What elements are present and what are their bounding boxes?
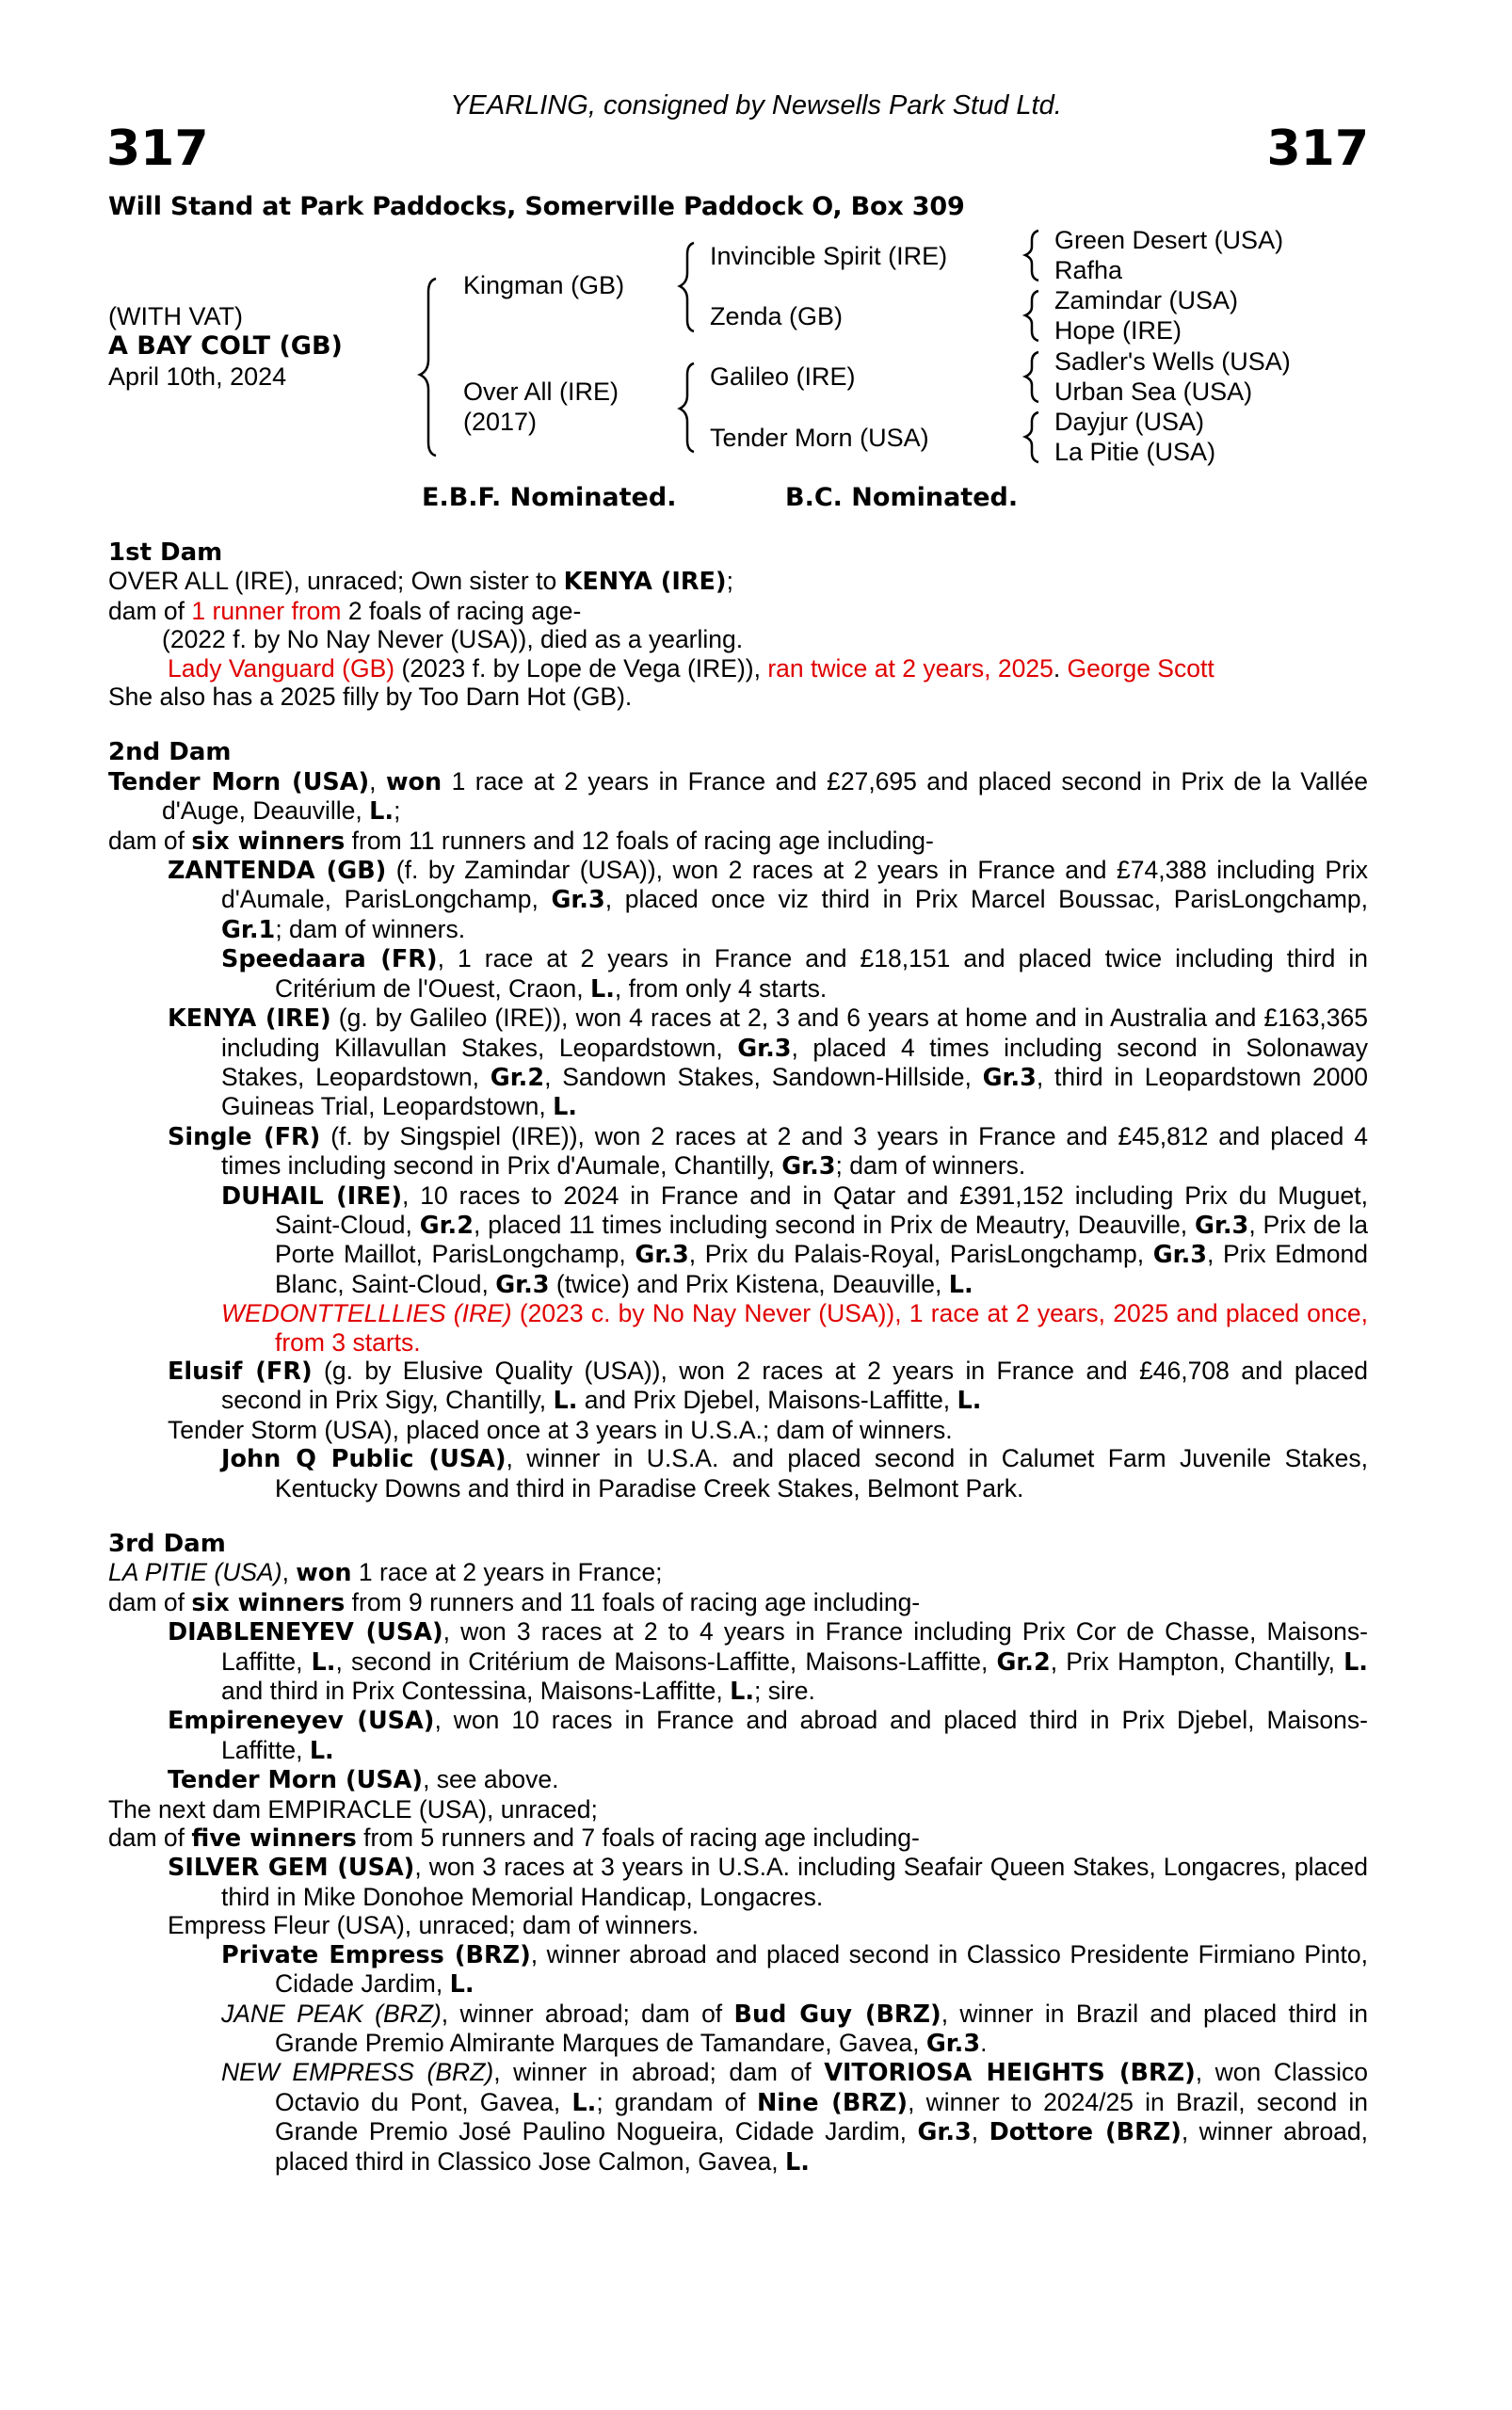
text: , winner abroad and placed second in Classico Presidente Firmiano Pinto, Cidade Jardim, (275, 1939, 1368, 1999)
horse-name: John Q Public (USA) (221, 1445, 507, 1474)
horse-name: SILVER GEM (USA) (168, 1854, 415, 1883)
entry-private-empress (108, 1940, 1368, 2000)
text: (twice) and Prix Kistena, Deauville, (549, 1269, 949, 1298)
text: , Prix de la Porte Maillot, ParisLongchamp, (275, 1210, 1368, 1269)
entry-new-empress (108, 2058, 1368, 2177)
entry-tender-morn (108, 1765, 1368, 1794)
entry-elusif (108, 1357, 1368, 1416)
second-dam-heading: 2nd Dam (108, 738, 232, 767)
text: won (296, 1559, 352, 1588)
text: dam of (108, 1587, 192, 1616)
grade: Gr.3 (982, 1063, 1037, 1092)
stand-location: Will Stand at Park Paddocks, Somerville Paddock O, Box 309 (108, 192, 965, 221)
grade: L. (730, 1678, 755, 1707)
text: , winner in Brazil and placed third in Grande Premio Almirante Marques de Tamandare, Gavea, (275, 1999, 1368, 2057)
text: , (971, 2117, 989, 2146)
text: , winner abroad; dam of (441, 1999, 734, 2028)
red-text: ran twice at 2 years, 2025 (767, 653, 1054, 683)
text: , won 3 races at 3 years in U.S.A. including Seafair Queen Stakes, Longacres, placed third in Mike Donohoe Memorial Handicap, Longacres. (221, 1853, 1368, 1911)
pedigree-dam-sire: Galileo (IRE) (710, 362, 856, 391)
text: , Prix du Palais-Royal, ParisLongchamp, (688, 1240, 1153, 1269)
horse-name: JANE PEAK (BRZ) (221, 1999, 442, 2028)
grade: Gr.3 (737, 1034, 792, 1063)
text: (g. by Galileo (IRE)), won 4 races at 2, 3 and 6 years at home and in Australia and £163,365 including Killavullan Stakes, Leopardstown, (221, 1004, 1368, 1062)
horse-name: Tender Morn (USA) (168, 1766, 424, 1795)
grade: Gr.3 (495, 1270, 550, 1299)
text: The next dam EMPIRACLE (USA), unraced; (108, 1794, 598, 1824)
text: won (385, 767, 442, 796)
grade: L. (957, 1387, 982, 1416)
text: , placed once viz third in Prix Marcel Boussac, ParisLongchamp, (604, 885, 1368, 914)
text: , 10 races to 2024 in France and in Qatar and £391,152 including Prix du Muguet, Saint-Cloud, (275, 1181, 1368, 1239)
grade: Gr.1 (221, 915, 276, 944)
grade: Gr.2 (996, 1647, 1051, 1677)
grade: L. (553, 1093, 577, 1122)
pedigree-sire-dam: Zenda (GB) (710, 302, 844, 330)
pedigree-dam-year: (2017) (463, 408, 538, 436)
grade: L. (553, 1387, 578, 1416)
entry-jane-peak (108, 2000, 1368, 2059)
text: ; grandam of (596, 2087, 757, 2116)
trainer: George Scott (1067, 653, 1214, 683)
text: ; (726, 567, 733, 596)
red-text: 1 runner from (191, 596, 342, 625)
text: 1 race at 2 years in France; (351, 1558, 663, 1587)
pedigree-dsd: Urban Sea (USA) (1054, 378, 1253, 406)
second-dam-line (108, 767, 1368, 827)
next-dam-record (108, 1824, 1368, 1853)
text: 2 foals of racing age- (341, 596, 582, 625)
horse-name: Tender Morn (USA) (108, 767, 370, 796)
text: , see above. (423, 1765, 559, 1794)
horse-name: Bud Guy (BRZ) (733, 2000, 941, 2029)
grade: L. (948, 1270, 973, 1299)
text: , winner in U.S.A. and placed second in Calumet Farm Juvenile Stakes, Kentucky Downs and third in Paradise Creek Stakes, Belmont Park. (275, 1444, 1368, 1502)
horse-name: Private Empress (BRZ) (221, 1940, 531, 1969)
entry-duhail (108, 1181, 1368, 1300)
text: . (980, 2028, 988, 2057)
horse-name: Nine (BRZ) (756, 2088, 909, 2117)
vat-label: (WITH VAT) (108, 302, 243, 330)
brace-gen2-dam (680, 363, 694, 452)
grade: Gr.3 (1152, 1241, 1208, 1270)
text: (2023 f. by Lope de Vega (IRE)), (394, 653, 768, 683)
brace-gen3-3 (1025, 352, 1038, 402)
entry-zantenda (108, 856, 1368, 944)
produce-2022 (108, 625, 1368, 653)
catalogue-body (108, 538, 1368, 2177)
text: (2023 c. by No Nay Never (USA)), 1 race at 2 years, 2025 and placed once, from 3 starts. (275, 1299, 1368, 1357)
text: Tender Storm (USA), placed once at 3 years in U.S.A.; dam of winners. (168, 1415, 953, 1444)
entry-wedonttelllies (108, 1299, 1368, 1357)
brace-gen3-1 (1025, 231, 1038, 281)
first-dam-heading: 1st Dam (108, 538, 223, 567)
first-dam-record (108, 597, 1368, 625)
third-dam-line (108, 1558, 1368, 1587)
next-dam-line (108, 1795, 1368, 1824)
foaling-date: April 10th, 2024 (108, 362, 287, 391)
horse-name: DUHAIL (IRE) (221, 1181, 402, 1211)
horse-name: Single (FR) (168, 1122, 321, 1151)
entry-silver-gem (108, 1853, 1368, 1911)
text: , winner abroad, placed third in Classico Jose Calmon, Gavea, (275, 2117, 1369, 2176)
grade: Gr.3 (925, 2029, 981, 2058)
entry-empress-fleur (108, 1911, 1368, 1939)
horse-name: A BAY COLT (GB) (108, 331, 343, 361)
horse-name: VITORIOSA HEIGHTS (BRZ) (824, 2059, 1196, 2088)
text: , placed 11 times including second in Prix de Meautry, Deauville, (474, 1210, 1195, 1239)
pedigree-dam-dam: Tender Morn (USA) (710, 424, 929, 452)
pedigree-sire-sire: Invincible Spirit (IRE) (710, 242, 948, 270)
text: dam of (108, 1824, 192, 1853)
entry-empireneyev (108, 1706, 1368, 1765)
brace-gen3-2 (1025, 291, 1038, 341)
text: , Sandown Stakes, Sandown-Hillside, (544, 1062, 983, 1091)
horse-name: NEW EMPRESS (BRZ) (221, 2058, 494, 2087)
pedigree-sire: Kingman (GB) (463, 271, 625, 299)
grade: L. (311, 1647, 336, 1677)
pedigree-dam: Over All (IRE) (463, 378, 619, 406)
grade: L. (449, 1970, 475, 2000)
brace-gen2-sire (680, 243, 694, 331)
produce-name: Lady Vanguard (GB) (168, 653, 395, 683)
text: , winner in abroad; dam of (493, 2058, 825, 2087)
text: , placed 4 times including second in Solonaway Stakes, Leopardstown, (221, 1033, 1368, 1091)
sibling-name: KENYA (IRE) (563, 568, 727, 597)
text: , winner to 2024/25 in Brazil, second in Grande Premio José Paulino Nogueira, Cidade Jardim, (275, 2087, 1369, 2146)
pedigree-dss: Sadler's Wells (USA) (1054, 347, 1291, 376)
ebf-nomination: E.B.F. Nominated. (422, 483, 677, 512)
text: and Prix Djebel, Maisons-Laffitte, (577, 1386, 957, 1415)
text: OVER ALL (IRE), unraced; Own sister to (108, 567, 564, 596)
first-dam-note (108, 683, 1368, 711)
grade: Gr.3 (1195, 1211, 1249, 1240)
text: , (369, 766, 386, 795)
bc-nomination: B.C. Nominated. (785, 483, 1019, 512)
pedigree-ddd: La Pitie (USA) (1054, 438, 1216, 466)
text: from 9 runners and 11 foals of racing age including- (345, 1587, 921, 1616)
lot-number-left: 317 (106, 120, 209, 177)
horse-name: LA PITIE (USA) (108, 1558, 282, 1587)
grade: Gr.3 (551, 886, 605, 915)
third-dam-record (108, 1588, 1368, 1617)
grade: Gr.3 (635, 1241, 689, 1270)
horse-name: Elusif (FR) (168, 1357, 313, 1386)
text: , third in Leopardstown 2000 Guineas Trial, Leopardstown, (221, 1062, 1369, 1121)
entry-kenya (108, 1004, 1368, 1122)
entry-john-q-public (108, 1444, 1368, 1502)
brace-gen3-4 (1025, 412, 1038, 462)
text: dam of (108, 596, 192, 625)
second-dam-record (108, 827, 1368, 856)
text: , won 10 races in France and abroad and placed third in Prix Djebel, Maisons-Laffitte, (221, 1706, 1368, 1764)
pedigree-dds: Dayjur (USA) (1054, 408, 1205, 436)
lot-number-right: 317 (1266, 120, 1369, 177)
grade: L. (571, 2088, 597, 2117)
grade: L. (1343, 1647, 1368, 1677)
third-dam-heading: 3rd Dam (108, 1530, 226, 1558)
entry-single (108, 1122, 1368, 1181)
text: , from only 4 starts. (614, 973, 828, 1003)
pedigree-ssd: Rafha (1054, 256, 1123, 284)
text: Empress Fleur (USA), unraced; dam of winners. (168, 1911, 700, 1940)
text: , (281, 1558, 297, 1587)
entry-diableneyev (108, 1617, 1368, 1706)
grade: Gr.3 (781, 1152, 836, 1181)
text: from 11 runners and 12 foals of racing age including- (345, 826, 934, 855)
text: ; dam of winners. (835, 1151, 1026, 1181)
grade: L. (369, 797, 394, 827)
text: (2022 f. by No Nay Never (USA)), died as a yearling. (162, 625, 744, 654)
text: , second in Critérium de Maisons-Laffitte, Maisons-Laffitte, (335, 1647, 997, 1676)
horse-name: DIABLENEYEV (USA) (168, 1618, 443, 1647)
horse-name: Speedaara (FR) (221, 945, 438, 974)
grade: L. (309, 1736, 334, 1765)
text: , won Classico Octavio du Pont, Gavea, (275, 2058, 1368, 2116)
horse-name: ZANTENDA (GB) (168, 857, 387, 886)
pedigree-sds: Zamindar (USA) (1054, 286, 1239, 314)
produce-2023 (108, 654, 1368, 683)
brace-gen1 (420, 279, 436, 456)
text: from 5 runners and 7 foals of racing age including- (356, 1824, 920, 1853)
text: six winners (191, 827, 346, 856)
text: , Prix Hampton, Chantilly, (1050, 1647, 1344, 1676)
grade: Gr.2 (490, 1063, 545, 1092)
consignment-line: YEARLING, consigned by Newsells Park Stud Ltd. (450, 90, 1062, 120)
text: five winners (191, 1824, 357, 1854)
text: (g. by Elusive Quality (USA)), won 2 races at 2 years in France and £46,708 and placed second in Prix Sigy, Chantilly, (221, 1356, 1368, 1415)
text: (f. by Zamindar (USA)), won 2 races at 2 years in France and £74,388 including Prix d'Aumale, ParisLongchamp, (221, 856, 1368, 914)
text: dam of (108, 826, 192, 855)
text: . (1053, 653, 1068, 683)
entry-speedaara (108, 944, 1368, 1004)
text: , won 3 races at 2 to 4 years in France including Prix Cor de Chasse, Maisons-Laffitte, (221, 1617, 1368, 1676)
text: ; dam of winners. (275, 914, 466, 943)
first-dam-line (108, 567, 1368, 596)
text: ; sire. (754, 1677, 815, 1706)
grade: L. (589, 974, 615, 1004)
text: (f. by Singspiel (IRE)), won 2 races at 2 and 3 years in France and £45,812 and placed 4 times including second in Prix d'Aumale, Chantilly, (221, 1121, 1368, 1181)
horse-name: Dottore (BRZ) (989, 2118, 1182, 2147)
text: six winners (191, 1588, 346, 1617)
pedigree-sss: Green Desert (USA) (1054, 226, 1284, 254)
text: , Prix Edmond Blanc, Saint-Cloud, (275, 1240, 1368, 1298)
grade: Gr.3 (917, 2118, 972, 2147)
grade: Gr.2 (419, 1211, 474, 1240)
pedigree-sdd: Hope (IRE) (1054, 316, 1182, 345)
entry-tender-storm (108, 1416, 1368, 1444)
grade: L. (785, 2147, 810, 2177)
text: ; (394, 796, 401, 826)
text: and third in Prix Contessina, Maisons-Laffitte, (221, 1677, 731, 1706)
text: , 1 race at 2 years in France and £18,151 and placed twice including third in Critérium de l'Ouest, Craon, (275, 944, 1368, 1003)
horse-name: Empireneyev (USA) (168, 1707, 435, 1736)
horse-name: WEDONTTELLLIES (IRE) (221, 1299, 512, 1328)
text: 1 race at 2 years in France and £27,695 and placed second in Prix de la Vallée d'Auge, Deauville, (162, 766, 1368, 826)
text: She also has a 2025 filly by Too Darn Hot (GB). (108, 683, 633, 712)
horse-name: KENYA (IRE) (168, 1004, 331, 1034)
